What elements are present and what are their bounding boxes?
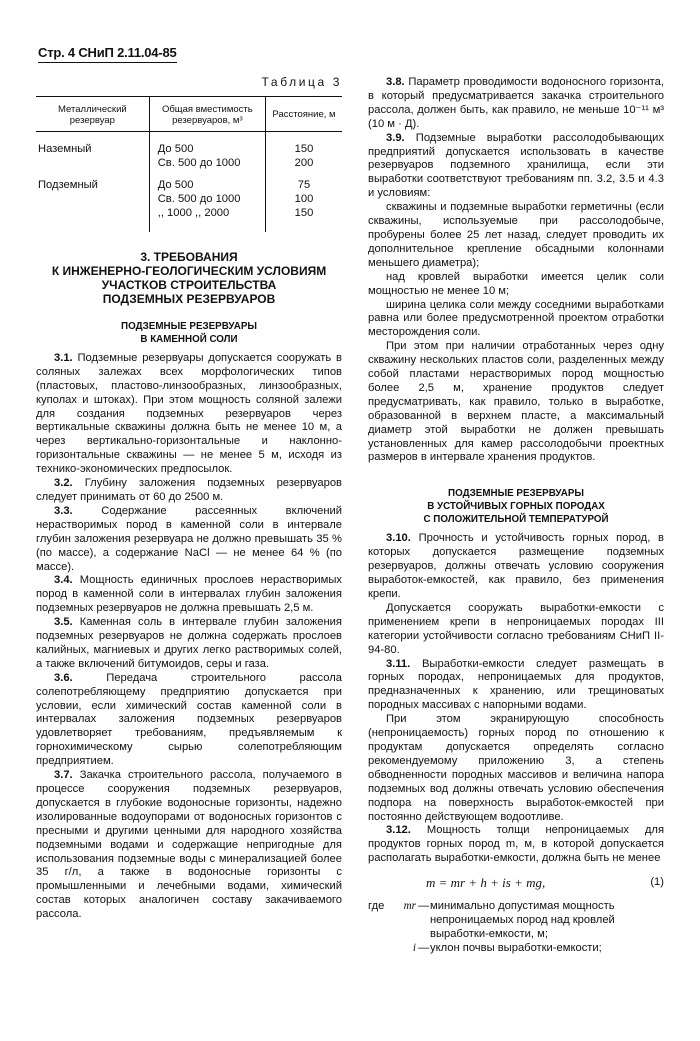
subsection-heading-line: ПОДЗЕМНЫЕ РЕЗЕРВУАРЫ [448, 488, 584, 500]
table-cell: 200 [265, 156, 342, 170]
clause-text: Закачка строительного рассола, получаемого в процессе сооружения подземных резервуаров, допускается в глубокие водоносные горизонты, надежно изолированные водоупорами от водоносных горизонтов с пресными и другими ценными для народного хозяйства подземными водами и содержащие непригодные для использования подземные воды с минерализацией более 35 г/л, а также в водоносные горизонты с промышленными и лечебными водами, химический состав которых аналогичен составу закачиваемого рассола. [36, 769, 342, 921]
clause-text: Каменная соль в интервале глубин заложения подземных резервуаров не должна содержать прослоев калийных, магниевых и других легко растворимых солей, а также включений битумоидов, серы и газа. [36, 616, 342, 670]
paragraph-3-11 [368, 658, 664, 714]
paragraph-3-9 [368, 132, 664, 202]
subsection-heading-line: ПОДЗЕМНЫЕ РЕЗЕРВУАРЫ [121, 320, 257, 332]
paragraph-3-10 [368, 532, 664, 602]
where-list [368, 900, 664, 956]
table-row [36, 206, 342, 232]
where-dash: — [418, 941, 430, 954]
table-cell: 75 [265, 170, 342, 192]
table-row [36, 170, 342, 192]
paragraph-3-11-b: При этом экранирующую способность (непроницаемость) горных пород по отношению к продуктам допускается определять согласно рекомендуемому приложению 3, а степень обводненности породных массивов и величина напора подземных вод должны отвечать условию обеспечения подпора на поверхность выработок-емкостей при постоянно действующем водоотливе. [368, 713, 664, 823]
clause-text: Параметр проводимости водоносного горизонта, в который предусматривается закачка строительного рассола, должен быть, как правило, не меньше 10⁻¹¹ м³ (10 м · Д). [368, 76, 664, 130]
clause-number: 3.1. [54, 351, 73, 364]
clause-number: 3.7. [54, 769, 73, 782]
clause-number: 3.2. [54, 477, 73, 490]
table-cell: Св. 500 до 1000 [149, 192, 265, 206]
page-header: Стр. 4 СНиП 2.11.04-85 [38, 45, 177, 63]
where-definition: уклон почвы выработки-емкости; [430, 941, 602, 954]
table-cell: ,, 1000 ,, 2000 [149, 206, 265, 232]
paragraph-3-2 [36, 477, 342, 505]
table-row [36, 131, 342, 156]
clause-text: Глубину заложения подземных резервуаров следует принимать от 60 до 2500 м. [36, 477, 343, 503]
paragraph-3-9-c: ширина целика соли между соседними выработками равна или более предусмотренной проектом отработки месторождения соли. [368, 298, 664, 339]
table-cell [36, 206, 149, 232]
subsection-heading-line: С ПОЛОЖИТЕЛЬНОЙ ТЕМПЕРАТУРОЙ [423, 514, 609, 526]
paragraph-3-9-a: скважины и подземные выработки герметичны (если скважины, используемые при рассолодобыче, пробурены более 25 лет назад, следует проводить их дополнительное крепление обсадными колоннами меньшего диаметра); [368, 201, 664, 269]
paragraph-3-1 [36, 352, 342, 477]
table-cell [36, 192, 149, 206]
left-column [36, 76, 342, 922]
clause-number: 3.4. [54, 574, 73, 587]
table-cell: Св. 500 до 1000 [149, 156, 265, 170]
subsection-heading-line: В УСТОЙЧИВЫХ ГОРНЫХ ПОРОДАХ [427, 501, 605, 513]
where-symbol: i [412, 941, 416, 954]
paragraph-3-4 [36, 574, 342, 616]
clause-number: 3.6. [54, 671, 73, 684]
formula-number: (1) [650, 876, 664, 889]
table-cell: 150 [265, 131, 342, 156]
where-dash: — [418, 900, 430, 913]
clause-number: 3.3. [54, 504, 73, 517]
paragraph-3-12 [368, 824, 664, 866]
table-cell: 150 [265, 206, 342, 232]
table-cell: 100 [265, 192, 342, 206]
clause-number: 3.11. [386, 657, 411, 670]
paragraph-3-9-b: над кровлей выработки имеется целик соли мощностью не менее 10 м; [368, 270, 664, 297]
table-cell: До 500 [149, 131, 265, 156]
where-definition: минимально допустимая мощность непроницаемых пород над кровлей выработки-емкости, м; [430, 900, 615, 940]
paragraph-3-6 [36, 672, 342, 769]
table-caption: Таблица 3 [261, 75, 342, 89]
section-title [36, 250, 342, 306]
paragraph-3-3 [36, 505, 342, 575]
paragraph-3-8 [368, 76, 664, 132]
subsection-heading-line: В КАМЕННОЙ СОЛИ [140, 333, 238, 345]
clause-text: Подземные резервуары допускается сооружать в соляных залежах всех морфологических типов (пластовых, пластово-линзообразных, линзообразных, куполах и штоках). При этом мощность соляной залежи для создания подземных резервуаров через вертикальные скважины должна быть не менее 10 м, а через вертикально-горизонтальные и наклонно-горизонтальные скважины — не менее 5 м, исходя из технико-экономических предпосылок. [36, 351, 342, 476]
paragraph-3-7 [36, 769, 342, 922]
table-cell: Подземный [38, 178, 98, 191]
where-word: где [368, 900, 385, 913]
table-header-tank: Металлический резервуар [36, 96, 149, 131]
section-title-line: УЧАСТКОВ СТРОИТЕЛЬСТВА [101, 277, 277, 292]
paragraph-3-10-b: Допускается сооружать выработки-емкости с применением крепи в непроницаемых породах III категории устойчивости согласно требованиям СНиП II-94-80. [368, 601, 664, 656]
clause-text: Выработки-емкости следует размещать в горных породах, непроницаемых для продуктов, предназначенных к хранению, или трещиноватых породных массивах с напорными водами. [368, 657, 665, 712]
formula-expression: m = mr + h + is + mg, [426, 875, 546, 891]
section-title-line: 3. ТРЕБОВАНИЯ [140, 249, 238, 264]
clause-text: Мощность толщи непроницаемых для продуктов горных пород m, м, в которой допускается располагать выработки-емкости, должна быть не менее [368, 824, 664, 865]
clause-number: 3.5. [54, 616, 73, 629]
clause-text: Прочность и устойчивость горных пород, в которых допускается размещение подземных резервуаров, должны отвечать условию сооружения выработок-емкостей, как правило, без применения крепи. [368, 532, 664, 600]
clause-number: 3.8. [386, 76, 405, 88]
table-header-distance: Расстояние, м [265, 96, 342, 131]
clause-text: Мощность единичных прослоев нерастворимых пород в каменной соли в интервалах глубин заложения подземных резервуаров не должна превышать 2,5 м. [36, 574, 342, 615]
table-row [36, 156, 342, 170]
clause-text: Подземные выработки рассолодобывающих предприятий допускается использовать в качестве резервуаров подземного хранилища, если эти выработки соответствуют требованиям пп. 3.2, 3.5 и 4.3 и условиям: [368, 131, 664, 200]
table-cell [36, 156, 149, 170]
section-title-line: К ИНЖЕНЕРНО-ГЕОЛОГИЧЕСКИМ УСЛОВИЯМ [51, 263, 327, 278]
subsection-heading [368, 487, 664, 526]
table-row [36, 192, 342, 206]
subsection-heading [36, 320, 342, 346]
section-title-line: ПОДЗЕМНЫХ РЕЗЕРВУАРОВ [102, 291, 276, 306]
table-header-volume: Общая вместимость резервуаров, м³ [149, 96, 265, 131]
clause-text: Передача строительного рассола солепотребляющему предприятию допускается при условии, если химический состав каменной соли в интервалах заложения подземных резервуаров удовлетворяет требованиям, предъявляемым к горнохимическому сырью солепотребляющим предприятием. [36, 671, 343, 768]
paragraph-3-9-d: При этом при наличии отработанных через одну скважину нескольких пластов соли, разделенных между собой пластами нерастворимых пород мощностью более 2,5 м, хранение продуктов следует предусматривать, как правило, только в выработке, образованной в верхнем пласте, а максимальный диаметр этой выработки не должен превышать установленных для камер рассолодобычи проектных размеров в интервале хранения продуктов. [368, 340, 664, 464]
clause-number: 3.10. [386, 532, 411, 545]
right-column [368, 76, 664, 956]
tank-distance-table [36, 96, 342, 232]
paragraph-3-5 [36, 616, 342, 672]
table-cell: До 500 [149, 170, 265, 192]
where-symbol: mr [403, 900, 416, 913]
clause-number: 3.12. [386, 824, 411, 837]
clause-text: Содержание рассеянных включений нерастворимых пород в каменной соли в интервале глубин заложения резервуара не должно превышать 35 % (по массе), а содержание NaCl — не менее 64 % (по массе). [36, 504, 342, 573]
formula-1 [368, 876, 664, 890]
table-cell: Наземный [38, 142, 92, 155]
clause-number: 3.9. [386, 131, 405, 144]
